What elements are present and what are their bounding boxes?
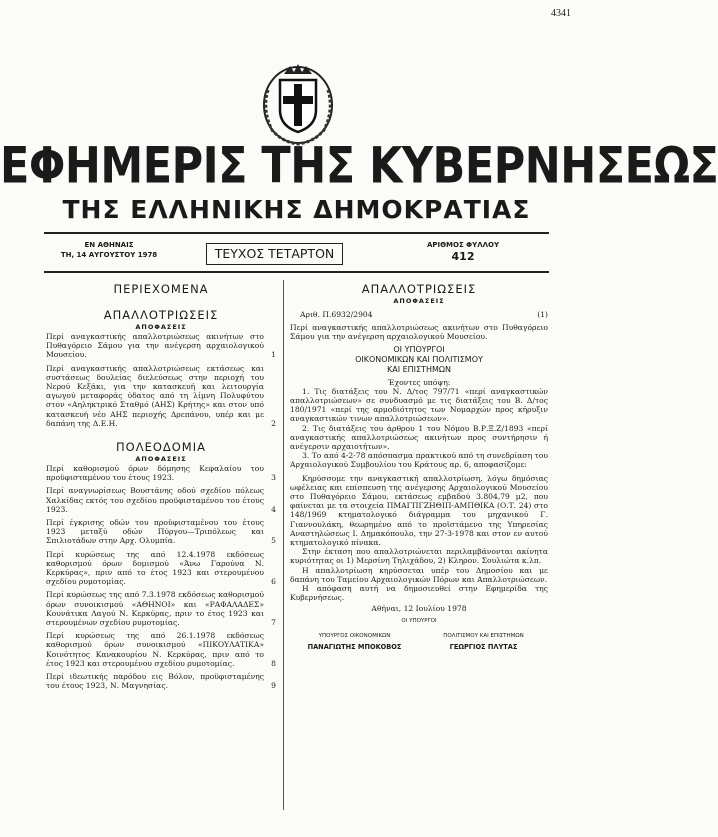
contents-title: ΠΕΡΙΕΧΟΜΕΝΑ <box>113 282 209 296</box>
gazette-title: ΕΦΗΜΕΡΙΣ ΤΗΣ ΚΥΒΕΡΝΗΣΕΩΣ <box>0 137 718 195</box>
issue-sheet-label: ΑΡΙΘΜΟΣ ΦΥΛΛΟΥ <box>426 241 500 249</box>
contents-entry <box>46 486 276 514</box>
contents-entry-text: Περί αναγκαστικής απαλλοτριώσεως εκτάσεως και συστάσεως δουλείας διελεύσεως στην περιοχή του Νερού Κεξάκι, για την κατασκευή και λειτουργία αγωγού μεταφοράς ύδατος από τη λίμνη Πολυφύτου στον «Αηληκτρικό Σταθμό (ΑΗΣ) Κρήτης» και στον υπό κατασκευή νέο ΑΗΣ περιοχής Δρεπάνου, υπέρ και με δαπάνη της Δ.Ε.Η. <box>46 363 264 428</box>
signers-header: ΟΙ ΥΠΟΥΡΓΟΙ <box>401 617 437 624</box>
contents-entry-page: 2 <box>271 418 276 428</box>
header-rule-top <box>44 232 549 234</box>
contents-section-subtitle: ΑΠΟΦΑΣΕΙΣ <box>135 455 187 464</box>
contents-entry-page: 6 <box>271 577 276 587</box>
contents-column <box>46 282 276 695</box>
decision-summary: Περί αναγκαστικής απαλλοτριώσεως ακινήτων στο Πυθαγόρειο Σάμου για την ανέγερση αρχαιολογικού Μουσείου. <box>290 323 548 342</box>
contents-entry-text: Περί κυρώσεως της από 26.1.1978 εκδόσεως καθορισμού όρων συνοικισμού «ΠΙΚΟΥΛΑΤΙΚΑ» Κοινότητος Κανακουρίου Ν. Κερκύρας, πριν από το έτος 1923 και στερουμένου σχεδίου ρυμοτομίας. <box>46 631 264 668</box>
contents-entry-text: Περί αναγνωρίσεως Βουστάνης οδού σχεδίου πόλεως Χαλκίδας εκτός του σχεδίου προϋφισταμένου του έτους 1923. <box>46 486 264 514</box>
contents-entry-text: Περί κυρώσεως της από 7.3.1978 εκδόσεως καθορισμού όρων συνοικισμού «ΑΘΗΝΟΙ» και «ΡΑΦΑΛΑΔΕΣ» Κουνάτικα Λαγού Ν. Κερκύρας, πριν το έτος 1923 και στερουμένων σχεδίου ρυμοτομίας. <box>46 590 264 628</box>
contents-entry <box>46 364 276 428</box>
decision-paragraph: Η απαλλοτρίωση κηρύσσεται υπέρ του Δημοσίου και με δαπάνη του Ταμείου Αρχαιολογικών Πόρων και Απαλλοτριώσεων. <box>290 565 548 584</box>
coat-of-arms-emblem <box>258 60 338 146</box>
page-number: 4341 <box>551 8 571 19</box>
contents-section-title: ΑΠΑΛΛΟΤΡΙΩΣΕΙΣ <box>103 308 219 322</box>
gazette-subtitle: ΤΗΣ ΕΛΛΗΝΙΚΗΣ ΔΗΜΟΚΡΑΤΙΑΣ <box>62 195 531 224</box>
issue-place: ΕΝ ΑΘΗΝΑΙΣ <box>84 241 134 249</box>
contents-entry-page: 9 <box>271 681 276 691</box>
signer-names <box>290 643 548 652</box>
signer-right-name: ΓΕΩΡΓΙΟΣ ΠΛΥΤΑΣ <box>449 642 518 651</box>
decision-ref-number: Αριθ. Π.6932/2904 <box>300 310 373 319</box>
issue-place-date <box>44 240 174 260</box>
contents-entry-page: 5 <box>271 536 276 546</box>
decision-paragraph: 3. Το από 4-2-78 απόσπασμα πρακτικού από τη συνεδρίαση του Αρχαιολογικού Συμβουλίου του Κράτους αρ. 6, αποφασίζομε: <box>290 451 548 470</box>
column-divider <box>283 280 284 810</box>
signer-right-role: ΠΟΛΙΤΙΣΜΟΥ ΚΑΙ ΕΠΙΣΤΗΜΩΝ <box>443 632 524 639</box>
signer-left-name: ΠΑΝΑΓΙΩΤΗΣ ΜΠΟΚΟΒΟΣ <box>307 642 402 651</box>
decision-paragraph: Στην έκταση που απαλλοτριώνεται περιλαμβάνονται ακίνητα κυριότητας οι 1) Μερσίνη Τηλιχάδου, 2) Κληρον. Σουλιώτα κ.λπ. <box>290 547 548 566</box>
contents-entry <box>46 631 276 668</box>
decision-paragraph: 1. Τις διατάξεις του Ν. Δ/τος 797/71 «περί αναγκαστικών απαλλοτριώσεων» σε συνδυασμό με τις διατάξεις του Β. Δ/τος 180/1971 «περί της αρμοδιότητος των Νομαρχών προς κήρυξιν αναγκαστικών τινων απαλλοτριώσεων». <box>290 386 548 424</box>
issue-series-box: ΤΕΥΧΟΣ ΤΕΤΑΡΤΟΝ <box>206 243 343 265</box>
contents-section-subtitle: ΑΠΟΦΑΣΕΙΣ <box>135 323 187 331</box>
contents-entry-text: Περί κυρώσεως της από 12.4.1978 εκδόσεως καθορισμού όρων δομισμού «Άνω Γαρούνα Ν. Κερκύρας», πριν από το έτος 1923 και στερουμένου σχεδίου ρυμοτομίας. <box>46 549 264 587</box>
contents-entry-text: Περί έγκρισης οδών του προϋφισταμένου του έτους 1923 μεταξύ οδών Πύργου—Τριπόλεως και Σπιλιοτάδων στην Αρχ. Ολυμπία. <box>46 518 264 546</box>
decision-paragraph: Η απόφαση αυτή να δημοσιευθεί στην Εφημερίδα της Κυβερνήσεως. <box>290 584 548 603</box>
contents-entry-page: 8 <box>271 658 276 668</box>
contents-entry-page: 3 <box>271 473 276 483</box>
contents-entry-page: 4 <box>271 504 276 514</box>
contents-entry <box>46 550 276 587</box>
decision-reference <box>300 310 548 319</box>
signer-roles <box>290 632 548 641</box>
decision-date-line: Αθήναι, 12 Ιουλίου 1978 <box>371 604 467 614</box>
header-rule-bottom <box>44 271 549 273</box>
decision-ref-index: (1) <box>537 310 548 319</box>
considering-line: Έχοντες υπόψη: <box>387 377 451 387</box>
ministers-line: ΟΙΚΟΝΟΜΙΚΩΝ ΚΑΙ ΠΟΛΙΤΙΣΜΟΥ <box>355 354 483 364</box>
decision-section-title: ΑΠΑΛΛΟΤΡΙΩΣΕΙΣ <box>361 282 477 296</box>
contents-entry-text: Περί καθορισμού όρων δόμησης Κεφαλαίου του προϋφισταμένου του έτους 1923. <box>46 464 264 483</box>
contents-entry-text: Περί ιδεωτικής παρόδου εις Βόλον, προϋφισταμένης του έτους 1923, Ν. Μαγνησίας. <box>46 672 264 691</box>
contents-entry <box>46 464 276 482</box>
decision-paragraph: 2. Τις διατάξεις του άρθρου 1 του Νόμου Β.Ρ.Ξ.Ζ/1893 «περί αναγκαστικής απαλλοτριώσεως ακινήτων προς συντήρησιν ή ανέγερσιν αρχαιοτήτων». <box>290 423 548 452</box>
issue-sheet <box>398 240 528 264</box>
contents-section-title: ΠΟΛΕΟΔΟΜΙΑ <box>116 440 206 455</box>
issue-sheet-number: 412 <box>451 250 475 263</box>
contents-entry-page: 1 <box>271 350 276 360</box>
decision-paragraph: Κηρύσσομε την αναγκαστική απαλλοτρίωση, λόγω δημόσιας ωφέλειας και επίσπευση της ανέγερσης Αρχαιολογικού Μουσείου στο Πυθαγόρειο Σάμου, εκτάσεως εμβαδού 3.804,79 μ2, που φαίνεται με τα στοιχεία ΠΜΑΓΠΓΖΗΘΙΠ-ΑΜΠΘΙΚΑ (Ο.Τ. 24) στο 148/1969 κτηματολογικό διάγραμμα του μηχανικού Γ. Γιαννουλάκη, θεωρημένο από το προϊστάμενο της Υπηρεσίας Αναστηλώσεως Ι. Δημακόπουλο, την 27-3-1978 και στον εν αυτού κτηματολογικό πίνακα. <box>290 473 548 548</box>
decision-section-subtitle: ΑΠΟΦΑΣΕΙΣ <box>393 297 445 305</box>
contents-entry-page: 7 <box>271 618 276 628</box>
contents-entry <box>46 518 276 546</box>
signer-left-role: ΥΠΟΥΡΓΟΣ ΟΙΚΟΝΟΜΙΚΩΝ <box>318 632 391 639</box>
ministers-line: ΟΙ ΥΠΟΥΡΓΟΙ <box>393 344 445 354</box>
contents-entry <box>46 672 276 690</box>
decision-column <box>290 282 548 652</box>
contents-entry-text: Περί αναγκαστικής απαλλοτριώσεως ακινήτων στο Πυθαγόρειο Σάμου για την ανέγερση αρχαιολογικού Μουσείου. <box>46 332 264 360</box>
ministers-line: ΚΑΙ ΕΠΙΣΤΗΜΩΝ <box>386 364 451 374</box>
issue-date: ΤΗ, 14 ΑΥΓΟΥΣΤΟΥ 1978 <box>60 251 158 259</box>
contents-entry <box>46 590 276 627</box>
contents-entry <box>46 332 276 360</box>
